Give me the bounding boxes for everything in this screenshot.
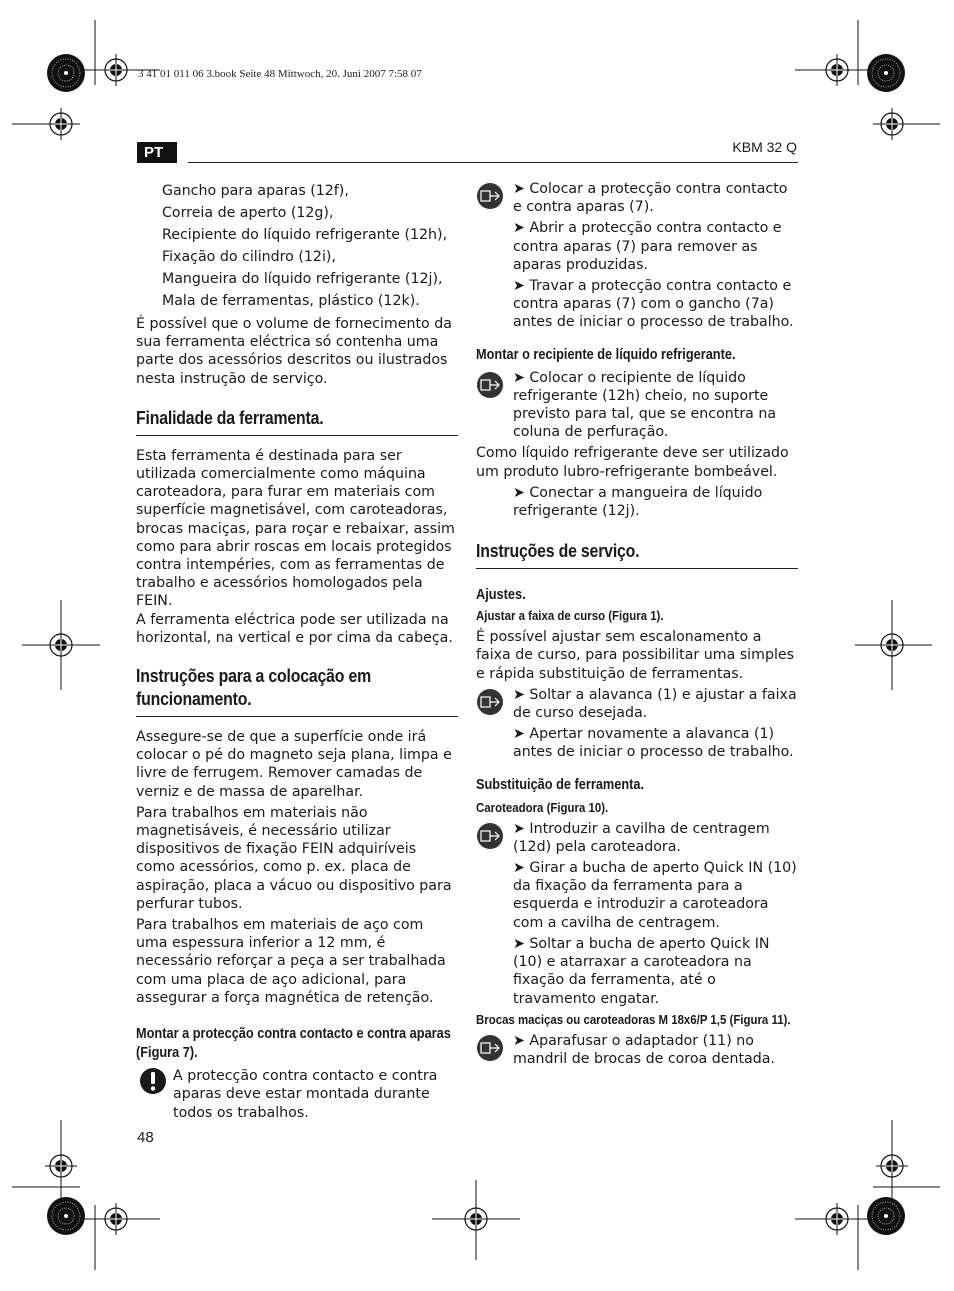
adjust-subheading: Ajustes. (476, 587, 526, 604)
step: ➤ Soltar a bucha de aperto Quick IN (10) e atarraxar a caroteadora na fixação da ferramenta, até o travamento engatar. (513, 935, 770, 1007)
step: ➤ Introduzir a cavilha de centragem (12d) pela caroteadora. (513, 820, 770, 855)
list-item: Gancho para aparas (12f), (162, 183, 349, 199)
print-job-info: 3 41 01 011 06 3.book Seite 48 Mittwoch, 20. Juni 2007 7:58 07 (138, 68, 422, 80)
coolant-note: Como líquido refrigerante deve ser utilizado um produto lubro-refrigerante bombeável. (476, 445, 789, 480)
warning-text: A protecção contra contacto e contra aparas deve estar montada durante todos os trabalhos. (173, 1068, 438, 1121)
warning-block (136, 1067, 458, 1122)
list-item: Fixação do cilindro (12i), (162, 249, 336, 265)
coolant-subheading: Montar o recipiente de líquido refrigerante. (476, 346, 736, 363)
purpose-text-2: A ferramenta eléctrica pode ser utilizada na horizontal, na vertical e por cima da cabeça. (136, 611, 453, 646)
section-commissioning-heading (136, 665, 458, 717)
list-item: Mangueira do líquido refrigerante (12j), (162, 271, 443, 287)
step: ➤ Aparafusar o adaptador (11) no mandril de brocas de coroa dentada. (513, 1032, 775, 1067)
handling-icon (476, 182, 504, 210)
coolant-step-2 (476, 484, 798, 520)
step: ➤ Colocar a protecção contra contacto e contra aparas (7). (513, 181, 788, 216)
commissioning-text-2: Para trabalhos em materiais não magnetisáveis, é necessário utilizar dispositivos de fixação FEIN adquiríveis como acessórios, como p. ex. placa de aspiração, placa a vácuo ou dispositivo para perfurar tubos. (136, 804, 452, 912)
handling-icon (476, 688, 504, 716)
language-badge: PT (137, 142, 177, 163)
section-purpose-heading (136, 407, 458, 436)
section-title: Finalidade da ferramenta. (136, 407, 324, 428)
solid-steps (476, 1032, 798, 1068)
guard-subheading: Montar a protecção contra contacto e contra aparas (Figura 7). (136, 1026, 451, 1062)
stroke-subheading: Ajustar a faixa de curso (Figura 1). (476, 608, 664, 624)
core-subheading: Caroteadora (Figura 10). (476, 799, 609, 815)
step: ➤ Travar a protecção contra contacto e contra aparas (7) com o gancho (7a) antes de iniciar o processo de trabalho. (513, 278, 794, 331)
solid-drill-subheading: Brocas maciças ou caroteadoras M 18x6/P 1,5 (Figura 11). (476, 1011, 791, 1027)
step: ➤ Girar a bucha de aperto Quick IN (10) da fixação da ferramenta para a esquerda e introduzir a caroteadora com a cavilha de centragem. (513, 860, 797, 931)
model-name: KBM 32 Q (732, 139, 797, 155)
list-item: Recipiente do líquido refrigerante (12h), (162, 227, 448, 243)
core-steps (476, 820, 798, 1008)
page-number: 48 (137, 1129, 154, 1146)
step: ➤ Apertar novamente a alavanca (1) antes de iniciar o processo de trabalho. (513, 726, 794, 761)
step: ➤ Conectar a mangueira de líquido refrigerante (12j). (513, 484, 763, 520)
handling-icon (476, 371, 504, 399)
commissioning-text-3: Para trabalhos em materiais de aço com uma espessura inferior a 12 mm, é necessário reforçar a peça a ser trabalhada com uma placa de aço adicional, para assegurar a força magnética de retenção. (136, 917, 446, 1006)
right-column (476, 180, 798, 1071)
exclamation-icon (139, 1067, 167, 1095)
handling-icon (476, 822, 504, 850)
tool-change-subheading: Substituição de ferramenta. (476, 776, 645, 793)
stroke-steps (476, 686, 798, 762)
stroke-text: É possível ajustar sem escalonamento a faixa de curso, para possibilitar uma simples e rápida substituição de ferramentas. (476, 629, 795, 682)
delivery-note: É possível que o volume de fornecimento da sua ferramenta eléctrica só contenha uma parte dos acessórios descritos ou ilustrados nesta instrução de serviço. (136, 316, 452, 387)
header-rule (188, 162, 798, 163)
section-service-heading (476, 540, 798, 569)
step: ➤ Soltar a alavanca (1) e ajustar a faixa de curso desejada. (513, 686, 797, 722)
coolant-step (476, 369, 798, 442)
section-title: Instruções de serviço. (476, 541, 640, 562)
section-title: Instruções para a colocação em funcionamento. (136, 666, 372, 710)
guard-steps (476, 180, 798, 332)
commissioning-text-1: Assegure-se de que a superfície onde irá colocar o pé do magneto seja plana, limpa e livre de ferrugem. Remover camadas de verniz e de massa de aparelhar. (136, 729, 452, 800)
step: ➤ Abrir a protecção contra contacto e contra aparas (7) para remover as aparas produzidas. (513, 220, 782, 273)
left-column (136, 180, 458, 1125)
list-item: Mala de ferramentas, plástico (12k). (162, 293, 420, 309)
step: ➤ Colocar o recipiente de líquido refrigerante (12h) cheio, no suporte previsto para tal, que se encontra na coluna de perfuração. (513, 369, 777, 441)
list-item: Correia de aperto (12g), (162, 205, 334, 221)
purpose-text: Esta ferramenta é destinada para ser utilizada comercialmente como máquina caroteadora, para furar em materiais com superfície magnetisável, com caroteadoras, brocas maciças, para roçar e rebaixar, assim como para abrir roscas em locais protegidos contra intempéries, com as ferramentas de trabalho e acessórios homologados pela FEIN. (136, 447, 455, 610)
handling-icon (476, 1034, 504, 1062)
